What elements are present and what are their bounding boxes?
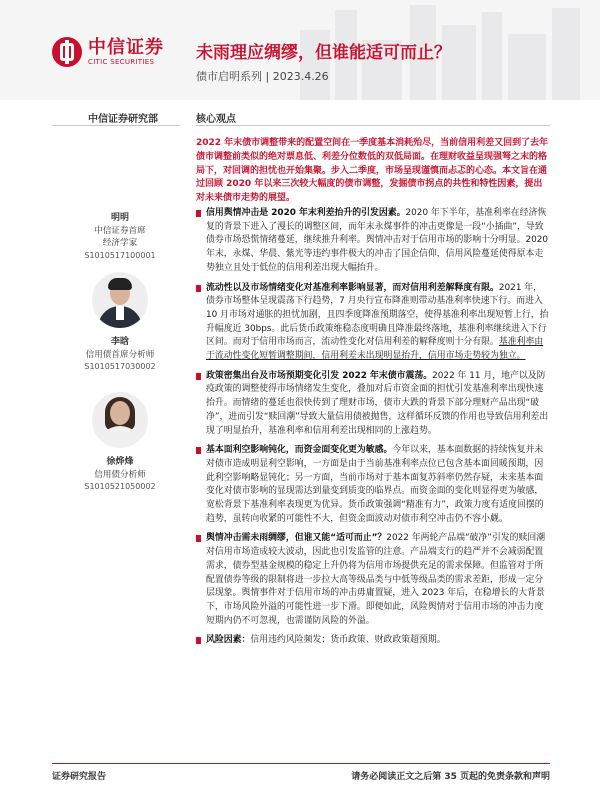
analyst-license: S1010517100001 bbox=[84, 250, 156, 260]
divider bbox=[196, 125, 550, 126]
key-point-text: 2022 年 11 月，地产以及防疫政策的调整使得市场情绪发生变化，叠加对后市资金面的担忧引发基准利率出现快速抬升。而情绪的蔓延也很快传到了理财市场，债市大跌的背景下部分理财产品出现“破净”，进而引发“赎回潮”导致大量信用债被抛售，这样循环反馈的作用也导致信用利差出现了明显抬升，基准利率和信用利差出现相同的上涨趋势。 bbox=[206, 370, 549, 436]
key-point bbox=[196, 207, 550, 276]
key-point-heading: 政策密集出台及市场预期变化引发 2022 年末债市震荡。 bbox=[206, 370, 433, 381]
report-series-date: 债市启明系列 | 2023.4.26 bbox=[196, 70, 329, 83]
brand-logo bbox=[52, 37, 164, 67]
key-point-heading: 基本面利空影响钝化，而资金面变化更为敏感。 bbox=[206, 445, 393, 456]
analyst-card bbox=[60, 456, 180, 494]
report-header bbox=[0, 0, 600, 100]
report-title: 未雨理应绸缪，但谁能适可而止？ bbox=[196, 43, 451, 63]
footer-divider bbox=[52, 763, 550, 764]
key-point bbox=[196, 370, 550, 439]
bullet-marker-icon bbox=[196, 637, 201, 644]
analyst-name: 李晗 bbox=[110, 337, 129, 347]
bullet-marker-icon bbox=[196, 210, 201, 217]
key-point-text: 2022 年两轮产品端“破净”引发的赎回潮对信用市场造成较大波动，因此也引发监管的注意。产品端支行的趋严并不会减弱配置需求，债券型基金规模的稳定上升仍将为信用市场提供充足的需求保障。但监管对于所配置债券等级的限制将进一步拉大高等级品类与中低等级品类的需求差距，形成一定分层现象。舆情事件对于信用市场的冲击毋庸置疑，进入 2023 年后，在稳增长的大背景下，市场风险外溢的可能性进一步下滑。即便如此，风险舆情对于信用市场的冲击力度短期内仍不可忽视，也需谨防风险的外溢。 bbox=[206, 533, 546, 626]
key-point bbox=[196, 444, 550, 526]
skyline-decoration bbox=[482, 12, 502, 100]
bullet-marker-icon bbox=[196, 285, 201, 292]
key-point-text: 今年以来，基本面数据的持续恢复并未对债市造成明显利空影响，一方面是由于当前基准利率点位已包含基本面回暖预期，因此利空影响略显钝化；另一方面，当前市场对于基本面复苏斜率仍然存疑，未来基本面变化对债市影响的显现需达到量变到质变的临界点。而资金面的变化则显得更为敏感，宽松背景下基准利率表现更为优异。货币政策强调“精准有力”，政策力度有适度回摆的趋势，虽转向收紧的可能性不大，但资金面波动对债市利空冲击仍不容小觑。 bbox=[206, 445, 544, 524]
key-point bbox=[196, 634, 550, 648]
analyst-role: 信用债首席分析师 bbox=[85, 349, 155, 360]
analyst-card bbox=[60, 212, 180, 262]
analyst-license: S1010517030002 bbox=[84, 362, 156, 371]
summary-paragraph: 2022 年末债市调整带来的配置空间在一季度基本消耗殆尽，当前信用利差又回到了去年债市调整前类似的绝对票息低、利差分位数低的双低局面。在理财收益呈现强弩之末的格局下，对回调的担忧也开始集聚。步入二季度，市场呈现谨慎而忐忑的心态。本文旨在通过回顾 2020 年以来三次较大幅度的债市调整，发掘债市拐点的共性和特性因素，提出对未来债市走势的展望。 bbox=[196, 138, 549, 204]
analyst-name: 徐烨烽 bbox=[106, 457, 134, 467]
skyline-decoration bbox=[552, 8, 580, 100]
footer-label: 证券研究报告 bbox=[52, 772, 107, 782]
key-point-text: 2020 年下半年，基准利率在经济恢复的背景下进入了漫长的调整区间，而年末永煤事件的冲击更像是一段“小插曲”，导致债券市场恐慌情绪蔓延，继续推升利率。舆情冲击对于信用市场的影响十分明显。2020 年末，永煤、华晨、紫光等违约事件极大的冲击了国企信仰，信用风险蔓延使得原本走势独立且处于低位的信用利差出现大幅抬升。 bbox=[206, 208, 549, 273]
analyst-avatar bbox=[92, 392, 148, 448]
analyst-role: 信用债分析师 bbox=[94, 469, 146, 480]
key-point-text: 2021 年，债券市场整体呈现震荡下行趋势，7 月央行宣布降准则带动基准利率快速下行。而进入 10 月市场对通胀的担忧加剧，且四季度降准预期落空，使得基准利率出现短暂上行，抬升幅度近 30bps。此后货币政策维稳态度明确且降准最终落地，基准利率继续进入下行区间。而对于信用市场而言，流动性变化对信用利差的解释度则十分有限。 bbox=[206, 282, 549, 348]
key-point bbox=[196, 282, 550, 364]
key-point-heading: 信用舆情冲击是 2020 年末利差抬升的引发因素。 bbox=[206, 208, 406, 218]
key-point-text: 信用违约风险频发；货币政策、财政政策超预期。 bbox=[250, 635, 446, 646]
key-point bbox=[196, 532, 550, 628]
core-views-heading: 核心观点 bbox=[196, 114, 236, 125]
bullet-marker-icon bbox=[196, 373, 201, 380]
citic-logo-icon bbox=[52, 37, 82, 67]
brand-name-cn: 中信证券 bbox=[88, 36, 164, 58]
key-point-heading: 舆情冲击需未雨绸缪，但谁又能“适可而止”？ bbox=[206, 533, 387, 544]
analyst-card bbox=[60, 336, 180, 374]
research-dept-heading: 中信证券研究部 bbox=[88, 114, 158, 125]
key-point-emphasis: 基准利率由于流动性变化短暂调整期间，信用利差未出现明显抬升，信用市场走势较为独立。 bbox=[206, 337, 544, 362]
analyst-license: S1010521050002 bbox=[84, 482, 156, 491]
analyst-role: 经济学家 bbox=[102, 238, 138, 248]
footer-disclaimer: 请务必阅读正文之后第 35 页起的免责条款和声明 bbox=[351, 772, 550, 782]
divider bbox=[52, 125, 180, 126]
analyst-avatar bbox=[92, 272, 148, 328]
key-point-heading: 流动性以及市场情绪变化对基准利率影响显著，而对信用利差解释度有限。 bbox=[206, 282, 499, 293]
bullet-marker-icon bbox=[196, 447, 201, 454]
key-points-list bbox=[196, 207, 550, 654]
analyst-name: 明明 bbox=[110, 213, 129, 223]
bullet-marker-icon bbox=[196, 535, 201, 542]
skyline-decoration bbox=[508, 34, 546, 100]
key-point-heading: 风险因素： bbox=[206, 635, 251, 646]
analyst-role: 中信证券首席 bbox=[94, 225, 146, 236]
brand-name-en: CITIC SECURITIES bbox=[88, 57, 155, 66]
